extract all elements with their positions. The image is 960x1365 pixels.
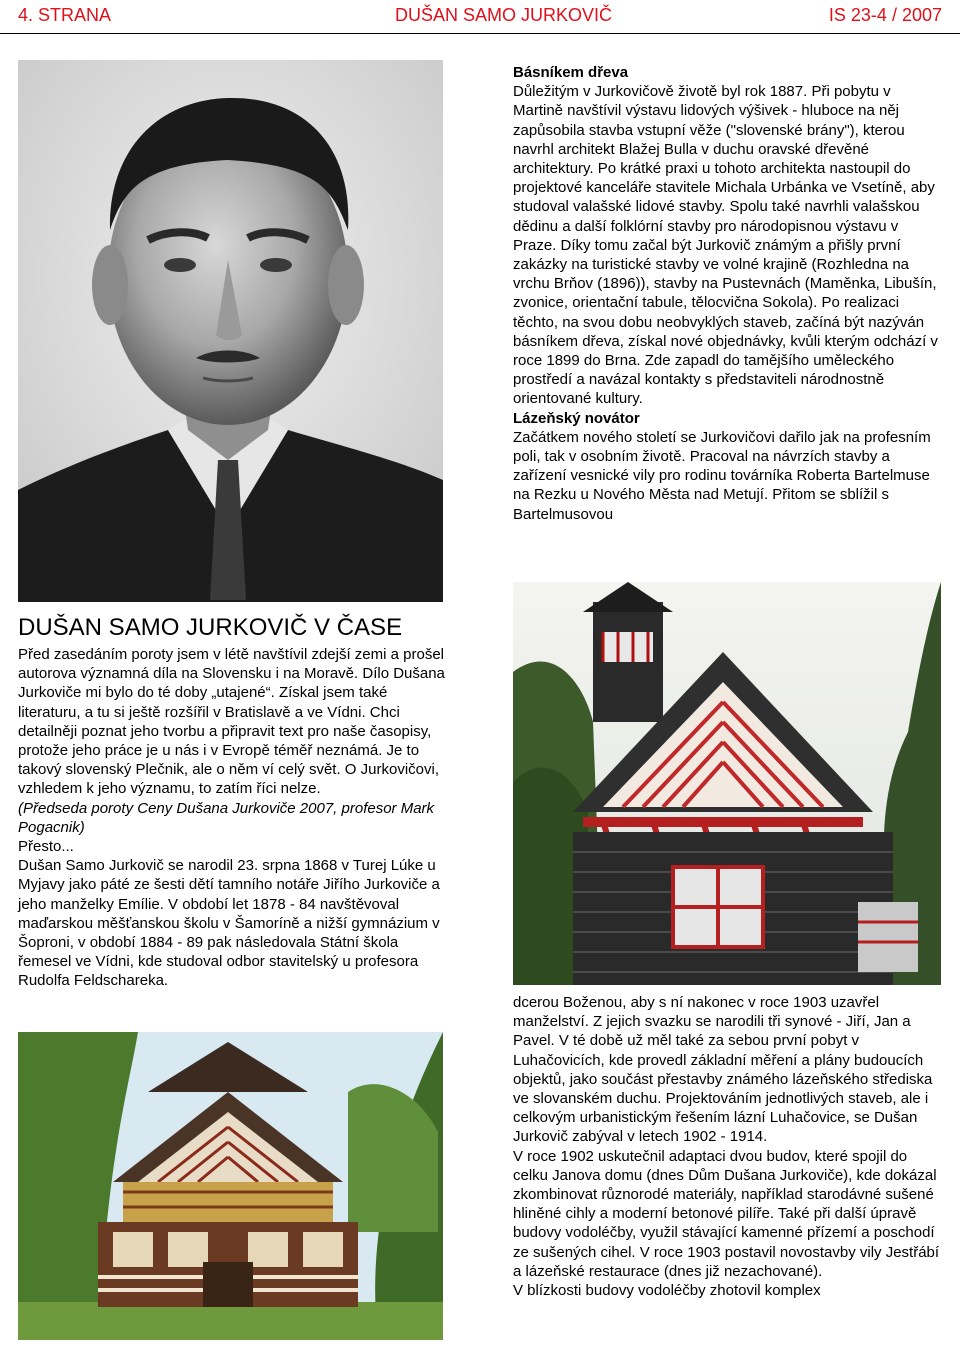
portrait-photo xyxy=(18,60,443,602)
heading-basnikem-dreva: Básníkem dřeva xyxy=(513,64,629,81)
article-paragraph: V blízkosti budovy vodoléčby zhotovil komplex xyxy=(513,1282,821,1300)
house-photo-right xyxy=(513,582,941,985)
quote-attribution: (Předseda poroty Ceny Dušana Jurkoviče 2007, profesor Mark Pogacnik) xyxy=(18,799,435,836)
article-paragraph: Důležitým v Jurkovičově životě byl rok 1887. Při pobytu v Martině navštívil výstavu lidových výšivek - hluboce na něj zapůsobila stavba vstupní věže ("slovenské brány"), kterou navrhl architekt Blažej Bulla v duchu oravské dřevěné architektury. Po krátké praxi u tohoto architekta nastoupil do projektové kanceláře stavitele Michala Urbánka ve Vsetíně, aby studoval valašské lidové stavby. Spolu také navrhli valašskou dědinu a další folklórní stavby pro národopisnou výstavu v Praze. Díky tomu začal být Jurkovič známým a přišly první zakázky na turistické stavby ve volné krajině (Rozhledna na vrchu Brňov (1896)), stavby na Pustevnách (Maměnka, Libušín, zvonice, orientační tabule, tělocvična Sokola). Po realizaci těchto, na svou dobu neobvyklých staveb, začíná být nazýván básníkem dřeva, získal nové objednávky, kvůli kterým odchází v roce 1899 do Brna. Zde zapadl do tamějšího uměleckého prostředí a navázal kontakty s představiteli národnostně orientované kultury. xyxy=(513,83,938,408)
intro-paragraph: Před zasedáním poroty jsem v létě navštívil zdejší zemi a prošel autorova významná díla na Slovensku i na Moravě. Dílo Dušana Jurkoviče mi bylo do té doby „utajené“. Získal jsem také literaturu, a tu si ještě rozšířil v Bratislavě a ve Vídni. Chci detailněji poznat jeho tvorbu a připravit text pro naše časopisy, protože jeho práce je u nás i v Evropě téměř neznámá. Je to takový slovenský Plečnik, ale o něm ví celý svět. O Jurkovičovi, vzhledem k jeho významu, to zatím říci nelze. xyxy=(18,646,445,798)
section-title: DUŠAN SAMO JURKOVIČ V ČASE xyxy=(18,614,403,641)
page-header xyxy=(0,0,960,34)
article-paragraph: dcerou Boženou, aby s ní nakonec v roce 1903 uzavřel manželství. Z jejich svazku se narodili tři synové - Jiří, Jan a Pavel. V té době už měl také za sebou první pobyt v Luhačovicích, kde provedl základní měření a plány budoucích objektů, jako součást přestavby známého lázeňského střediska ve slovanském duchu. Projektováním jednotlivých staveb, ale i celkovým urbanistickým řešením lázní Luhačovice, se Dušan Jurkovič zabýval v letech 1902 - 1914. xyxy=(513,994,933,1146)
article-bottom xyxy=(513,993,943,1300)
page-number: 4. STRANA xyxy=(18,5,112,25)
issue-number: IS 23-4 / 2007 xyxy=(828,5,942,25)
article-top xyxy=(513,63,943,524)
article-paragraph: Začátkem nového století se Jurkovičovi dařilo jak na profesním poli, tak v osobním životě. Pracoval na návrzích stavby a zařízení vesnické vily pro rodinu továrníka Roberta Bartelmuse na Rezku u Nového Města nad Metují. Přitom se sblížil s Bartelmusovou xyxy=(513,428,931,523)
house-photo-left xyxy=(18,1032,443,1340)
continuation-text: Přesto... xyxy=(18,838,74,856)
bio-paragraph: Dušan Samo Jurkovič se narodil 23. srpna 1868 v Turej Lúke u Myjavy jako páté ze šesti dětí tamního notáře Jiřího Jurkoviče a jeho manželky Emílie. V období let 1878 - 84 navštěvoval maďarskou měšťanskou školu v Šamoríně a nižší gymnázium v Šoproni, v období 1884 - 89 pak následovala Státní škola řemesel ve Vídni, kde studoval odbor stavitelský u profesora Rudolfa Feldschareka. xyxy=(18,857,440,990)
article-paragraph: V roce 1902 uskutečnil adaptaci dvou budov, které spojil do celku Janova domu (dnes Dům Dušana Jurkoviče), kde dokázal zkombinovat různorodé materiály, například starodávné sušené hliněné cihly a moderní betonové pilíře. Také při další úpravě budovy vodoléčby, využil stávající kamenné přízemí a poschodí ze sušených cihel. V roce 1903 postavil novostavby vily Jestřábí a lázeňské restaurace (dnes již nezachované). xyxy=(513,1147,940,1280)
heading-lazensky-novator: Lázeňský novátor xyxy=(513,409,640,427)
section-body xyxy=(18,645,448,991)
header-title: DUŠAN SAMO JURKOVIČ xyxy=(395,5,613,25)
